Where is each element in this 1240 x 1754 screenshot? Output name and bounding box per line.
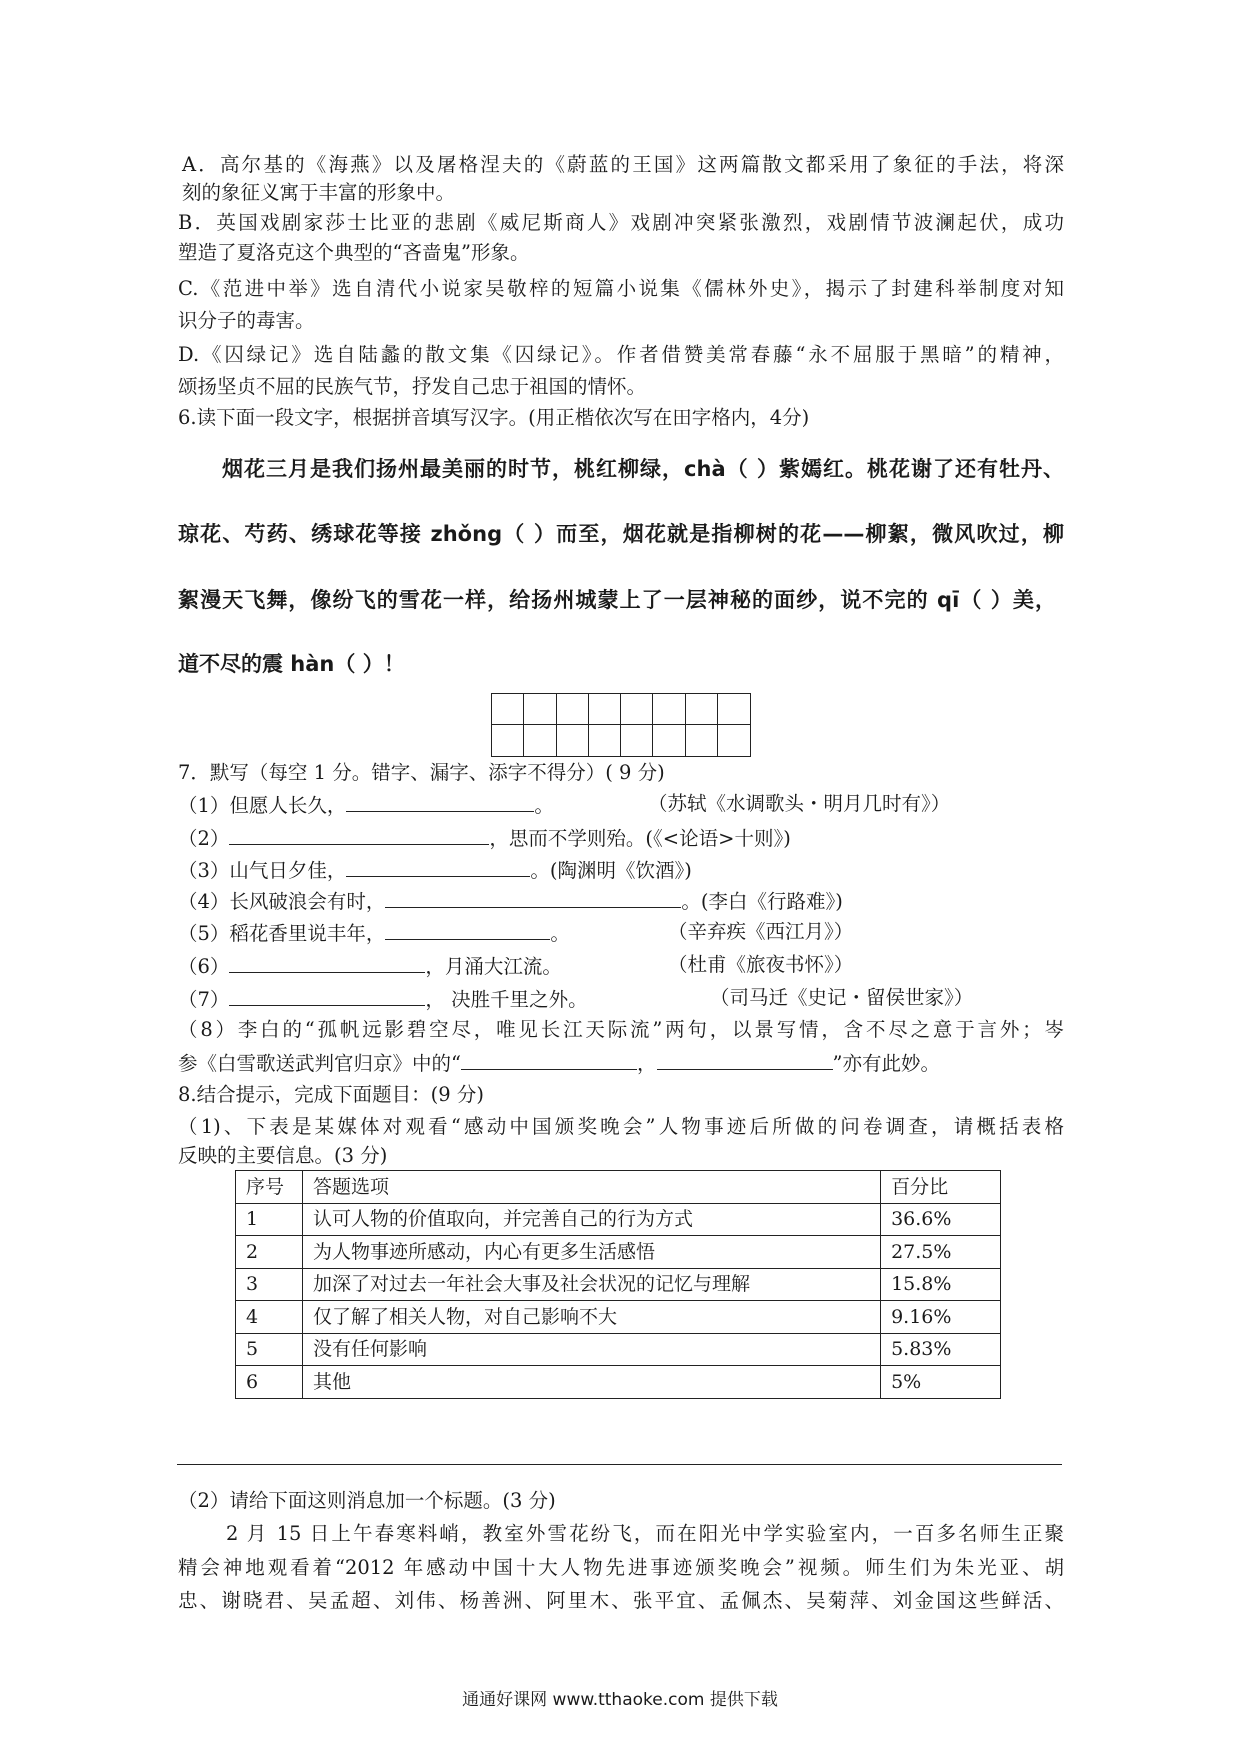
row-option: 加深了对过去一年社会大事及社会状况的记忆与理解 [302, 1268, 880, 1301]
tianzige-answer-grid[interactable] [491, 693, 751, 757]
row-percent: 27.5% [881, 1236, 1001, 1269]
row-percent: 9.16% [881, 1301, 1001, 1334]
blank-7[interactable] [229, 985, 425, 1006]
q7-item-2: （2） ，思而不学则殆。(《<论语>十则》) [178, 824, 791, 852]
option-c-line2: 识分子的毒害。 [178, 309, 315, 332]
header-number: 序号 [236, 1171, 303, 1204]
news-line2: 精会神地观看着“2012 年感动中国十大人物先进事迹颁奖晚会”视频。师生们为朱光亚、胡 [178, 1556, 1064, 1579]
option-d-line1: D.《囚绿记》选自陆蠡的散文集《囚绿记》。作者借赞美常春藤“永不屈服于黑暗”的精神， [178, 343, 1064, 366]
row-option: 仅了解了相关人物，对自己影响不大 [302, 1301, 880, 1334]
q8-sub1-line2: 反映的主要信息。(3 分) [178, 1144, 388, 1167]
row-option: 没有任何影响 [302, 1333, 880, 1366]
q7-item-1: （1）但愿人长久， 。 [178, 791, 554, 819]
q6-prompt: 6.读下面一段文字，根据拼音填写汉字。(用正楷依次写在田字格内，4分) [178, 406, 810, 429]
row-option: 认可人物的价值取向，并完善自己的行为方式 [302, 1203, 880, 1236]
header-option: 答题选项 [302, 1171, 880, 1204]
q7-item-1-source: （苏轼《水调歌头・明月几时有》） [648, 792, 951, 815]
row-percent: 15.8% [881, 1268, 1001, 1301]
header-percent: 百分比 [881, 1171, 1001, 1204]
q6-passage-line2: 琼花、芍药、绣球花等接 zhǒng（ ）而至，烟花就是指柳树的花——柳絮，微风吹过，柳 [178, 522, 1064, 546]
q6-passage-line3: 絮漫天飞舞，像纷飞的雪花一样，给扬州城蒙上了一层神秘的面纱，说不完的 qī（ ）美， [178, 588, 1056, 612]
option-d-line2: 颂扬坚贞不屈的民族气节，抒发自己忠于祖国的情怀。 [178, 375, 647, 398]
news-line3: 忠、谢晓君、吴孟超、刘伟、杨善洲、阿里木、张平宜、孟佩杰、吴菊萍、刘金国这些鲜活、 [178, 1589, 1064, 1612]
footer-download-notice: 通通好课网 www.tthaoke.com 提供下载 [462, 1690, 778, 1710]
option-b-line2: 塑造了夏洛克这个典型的“吝啬鬼”形象。 [178, 241, 530, 264]
table-row [236, 1366, 1001, 1399]
option-c-line1: C.《范进中举》选自清代小说家吴敬梓的短篇小说集《儒林外史》，揭示了封建科举制度对知 [178, 277, 1064, 300]
answer-line-divider[interactable] [177, 1464, 1062, 1465]
blank-6[interactable] [229, 952, 425, 973]
q7-title: 7．默写（每空 1 分。错字、漏字、添字不得分）( 9 分) [178, 761, 665, 784]
q7-item-6: （6） ，月涌大江流。 [178, 952, 562, 980]
q7-item-3: （3）山气日夕佳， 。(陶渊明《饮酒》) [178, 856, 692, 884]
q8-sub2: （2）请给下面这则消息加一个标题。(3 分) [178, 1489, 556, 1512]
q7-item-8-line2: 参《白雪歌送武判官归京》中的“ ， ”亦有此妙。 [178, 1049, 940, 1077]
row-option: 其他 [302, 1366, 880, 1399]
option-a-line2: 刻的象征义寓于丰富的形象中。 [182, 181, 456, 204]
table-header-row [236, 1171, 1001, 1204]
row-number: 6 [236, 1366, 303, 1399]
table-row [236, 1236, 1001, 1269]
q6-passage-line1: 烟花三月是我们扬州最美丽的时节，桃红柳绿，chà（ ）紫嫣红。桃花谢了还有牡丹、 [222, 457, 1064, 481]
blank-8b[interactable] [657, 1049, 833, 1070]
row-percent: 5% [881, 1366, 1001, 1399]
q6-passage-line4: 道不尽的震 hàn（ ）！ [178, 652, 405, 676]
option-b-line1: B．英国戏剧家莎士比亚的悲剧《威尼斯商人》戏剧冲突紧张激烈，戏剧情节波澜起伏，成功 [178, 211, 1064, 234]
q7-item-4: （4）长风破浪会有时， 。(李白《行路难》) [178, 887, 843, 915]
q7-item-6-source: （杜甫《旅夜书怀》） [668, 953, 854, 976]
q7-item-7: （7） ， 决胜千里之外。 [178, 985, 588, 1013]
row-number: 5 [236, 1333, 303, 1366]
table-row [236, 1268, 1001, 1301]
q7-item-8-line1: （8）李白的“孤帆远影碧空尽，唯见长江天际流”两句，以景写情，含不尽之意于言外；岑 [178, 1018, 1064, 1041]
option-a-line1: A．高尔基的《海燕》以及屠格涅夫的《蔚蓝的王国》这两篇散文都采用了象征的手法，将深 [182, 153, 1064, 176]
table-row [236, 1301, 1001, 1334]
blank-8a[interactable] [461, 1049, 637, 1070]
news-line1: 2 月 15 日上午春寒料峭，教室外雪花纷飞，而在阳光中学实验室内，一百多名师生正聚 [226, 1522, 1064, 1545]
survey-table [235, 1170, 1001, 1399]
row-number: 1 [236, 1203, 303, 1236]
row-number: 3 [236, 1268, 303, 1301]
blank-3[interactable] [346, 856, 530, 877]
row-number: 4 [236, 1301, 303, 1334]
q8-title: 8.结合提示，完成下面题目：(9 分) [178, 1083, 484, 1106]
blank-1[interactable] [346, 791, 534, 812]
blank-5[interactable] [385, 919, 550, 940]
q7-item-7-source: （司马迁《史记・留侯世家》） [710, 986, 974, 1009]
table-row [236, 1333, 1001, 1366]
q7-item-5-source: （辛弃疾《西江月》） [668, 920, 854, 943]
row-number: 2 [236, 1236, 303, 1269]
table-row [236, 1203, 1001, 1236]
blank-2[interactable] [229, 824, 489, 845]
row-option: 为人物事迹所感动，内心有更多生活感悟 [302, 1236, 880, 1269]
blank-4[interactable] [385, 887, 681, 908]
row-percent: 36.6% [881, 1203, 1001, 1236]
row-percent: 5.83% [881, 1333, 1001, 1366]
q8-sub1-line1: （1)、下表是某媒体对观看“感动中国颁奖晚会”人物事迹后所做的问卷调查，请概括表格 [178, 1115, 1064, 1138]
q7-item-5: （5）稻花香里说丰年， 。 [178, 919, 570, 947]
